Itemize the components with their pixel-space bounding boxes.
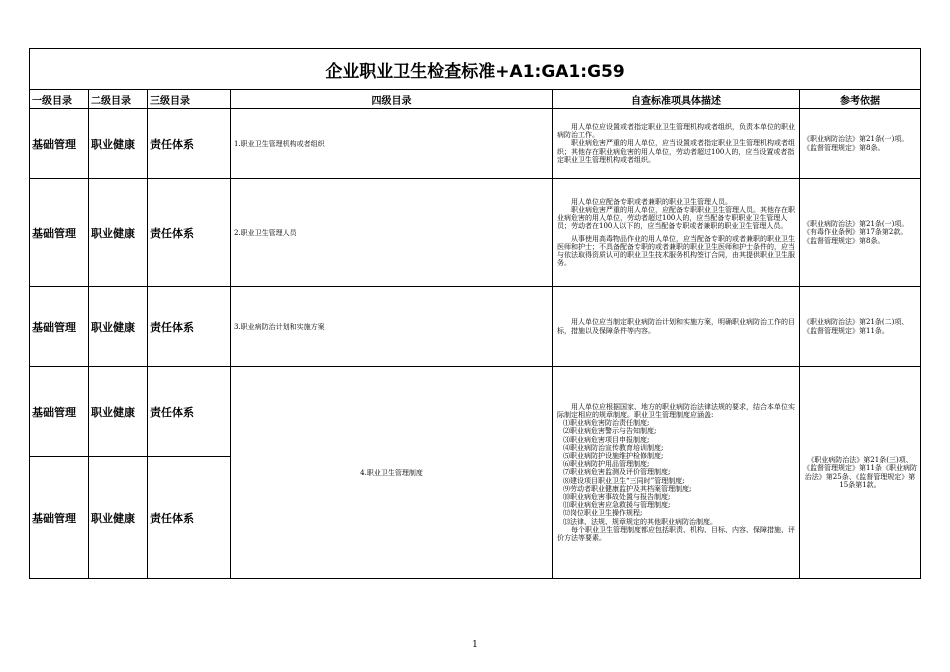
list-item: ⑺职业病危害监测及评价管理制度; xyxy=(563,468,671,477)
list-item: ⑿岗位职业卫生操作规程; xyxy=(563,509,643,518)
list-item: ⑶职业病危害项目申报制度; xyxy=(563,435,650,444)
header-level1: 一级目录 xyxy=(30,90,89,109)
regulation-list xyxy=(557,419,795,526)
table-header-row xyxy=(30,90,921,109)
description-cell xyxy=(553,179,800,287)
list-item: ⑻建设项目职业卫生“三同时”管理制度; xyxy=(563,476,685,485)
description-cell xyxy=(553,287,800,367)
description-paragraph: 用人单位应当制定职业病防治计划和实施方案，明确职业病防治工作的目标，措施以及保障条件等内容。 xyxy=(557,318,795,335)
header-level4: 四级目录 xyxy=(231,90,553,109)
level3-cell: 责任体系 xyxy=(148,179,231,287)
description-paragraph: 从事使用高毒物品作业的用人单位，应当配备专职的或者兼职的职业卫生医师和护士；不具备配备专职的或者兼职的职业卫生医师和护士条件的，应当与依法取得资质认可的职业卫生技术服务机构签订合同，由其提供职业卫生服务。 xyxy=(557,234,795,268)
level3-cell: 责任体系 xyxy=(148,287,231,367)
list-item: ⑷职业病防治宣传教育培训制度; xyxy=(563,443,664,452)
reference-line: 《职业病防治法》第21条(三)项、 xyxy=(807,455,913,464)
table-row xyxy=(30,287,921,367)
header-level2: 二级目录 xyxy=(89,90,148,109)
list-item: ⑹职业病防护用品管理制度; xyxy=(563,460,650,469)
level2-cell: 职业健康 xyxy=(89,457,148,579)
level2-cell: 职业健康 xyxy=(89,109,148,179)
level4-cell: 3.职业病防治计划和实施方案 xyxy=(231,287,553,367)
level4-cell: 1.职业卫生管理机构或者组织 xyxy=(231,109,553,179)
reference-line: 《监督管理规定》第11条《职业病防治法》第25条、《监督管理规定》第15条第1款。 xyxy=(803,464,917,489)
level1-cell: 基础管理 xyxy=(30,109,89,179)
list-item: ⑴职业病危害防治责任制度; xyxy=(563,419,650,428)
table-row xyxy=(30,109,921,179)
level4-cell: 4.职业卫生管理制度 xyxy=(231,367,553,579)
table-row xyxy=(30,179,921,287)
reference-line: 《有毒作业条例》第17条第2款。 xyxy=(803,228,908,237)
table-row xyxy=(30,367,921,457)
reference-cell xyxy=(800,179,921,287)
list-item: ⑽职业病危害事故处置与报告制度; xyxy=(563,493,671,501)
level4-cell: 2.职业卫生管理人员 xyxy=(231,179,553,287)
page-number: 1 xyxy=(472,640,478,650)
level2-cell: 职业健康 xyxy=(89,179,148,287)
header-reference: 参考依据 xyxy=(800,90,921,109)
list-item: ⑾职业病危害应急救援与管理制度; xyxy=(563,501,671,510)
page-title: 企业职业卫生检查标准+A1:GA1:G59 xyxy=(30,49,921,90)
description-paragraph: 职业病危害严重的用人单位，应当设置或者指定职业卫生管理机构或者组织；其他存在职业病危害的用人单位，劳动者超过100人的，应当设置或者指定职业卫生管理机构或者组织。 xyxy=(557,139,795,164)
level2-cell: 职业健康 xyxy=(89,367,148,457)
inspection-sheet xyxy=(29,48,920,579)
header-description: 自查标准项具体描述 xyxy=(553,90,800,109)
reference-line: 《职业病防治法》第21条(一)项。 xyxy=(803,219,909,228)
description-paragraph: 用人单位应设置或者指定职业卫生管理机构或者组织，负责本单位的职业病防治工作。 xyxy=(557,122,795,140)
level3-cell: 责任体系 xyxy=(148,367,231,457)
description-paragraph: 用人单位应配备专职或者兼职的职业卫生管理人员。 xyxy=(571,197,732,206)
list-item: ⑸职业病防护设施维护检修制度; xyxy=(563,451,664,460)
list-item: ⑼劳动者职业健康监护及其档案管理制度; xyxy=(563,484,692,493)
description-paragraph: 职业病危害严重的用人单位，应配备专职职业卫生管理人员。其他存在职业病危害的用人单位，劳动者超过100人的，应当配备专职职业卫生管理人员；劳动者在100人以下的，应当配备专职或者兼职的职业卫生管理人员。 xyxy=(557,205,795,231)
reference-line: 《职业病防治法》第21条(一)项。 xyxy=(803,135,909,144)
reference-line: 《监督管理规定》第8条。 xyxy=(803,236,885,245)
level3-cell: 责任体系 xyxy=(148,109,231,179)
level1-cell: 基础管理 xyxy=(30,179,89,287)
level1-cell: 基础管理 xyxy=(30,367,89,457)
level3-cell: 责任体系 xyxy=(148,457,231,579)
level2-cell: 职业健康 xyxy=(89,287,148,367)
reference-line: 《职业病防治法》第21条(二)项、《监督管理规定》第11条。 xyxy=(803,318,909,335)
level1-cell: 基础管理 xyxy=(30,287,89,367)
description-paragraph: 用人单位应根据国家、地方的职业病防治法律法规的要求，结合本单位实际制定相应的规章制度。职业卫生管理制度应涵盖: xyxy=(557,402,795,419)
reference-cell xyxy=(800,367,921,579)
reference-line: 《监督管理规定》第8条。 xyxy=(803,143,885,152)
level1-cell: 基础管理 xyxy=(30,457,89,579)
reference-cell xyxy=(800,287,921,367)
description-cell xyxy=(553,109,800,179)
list-item: ⑵职业病危害警示与告知制度; xyxy=(563,427,657,436)
description-paragraph: 每个职业卫生管理制度都应包括职责、机构、目标、内容、保障措施、评价方法等要素。 xyxy=(557,525,795,543)
description-cell xyxy=(553,367,800,579)
inspection-table xyxy=(29,48,921,579)
header-level3: 三级目录 xyxy=(148,90,231,109)
reference-cell xyxy=(800,109,921,179)
list-item: ⒀法律、法规、规章规定的其他职业病防治制度。 xyxy=(563,517,717,526)
